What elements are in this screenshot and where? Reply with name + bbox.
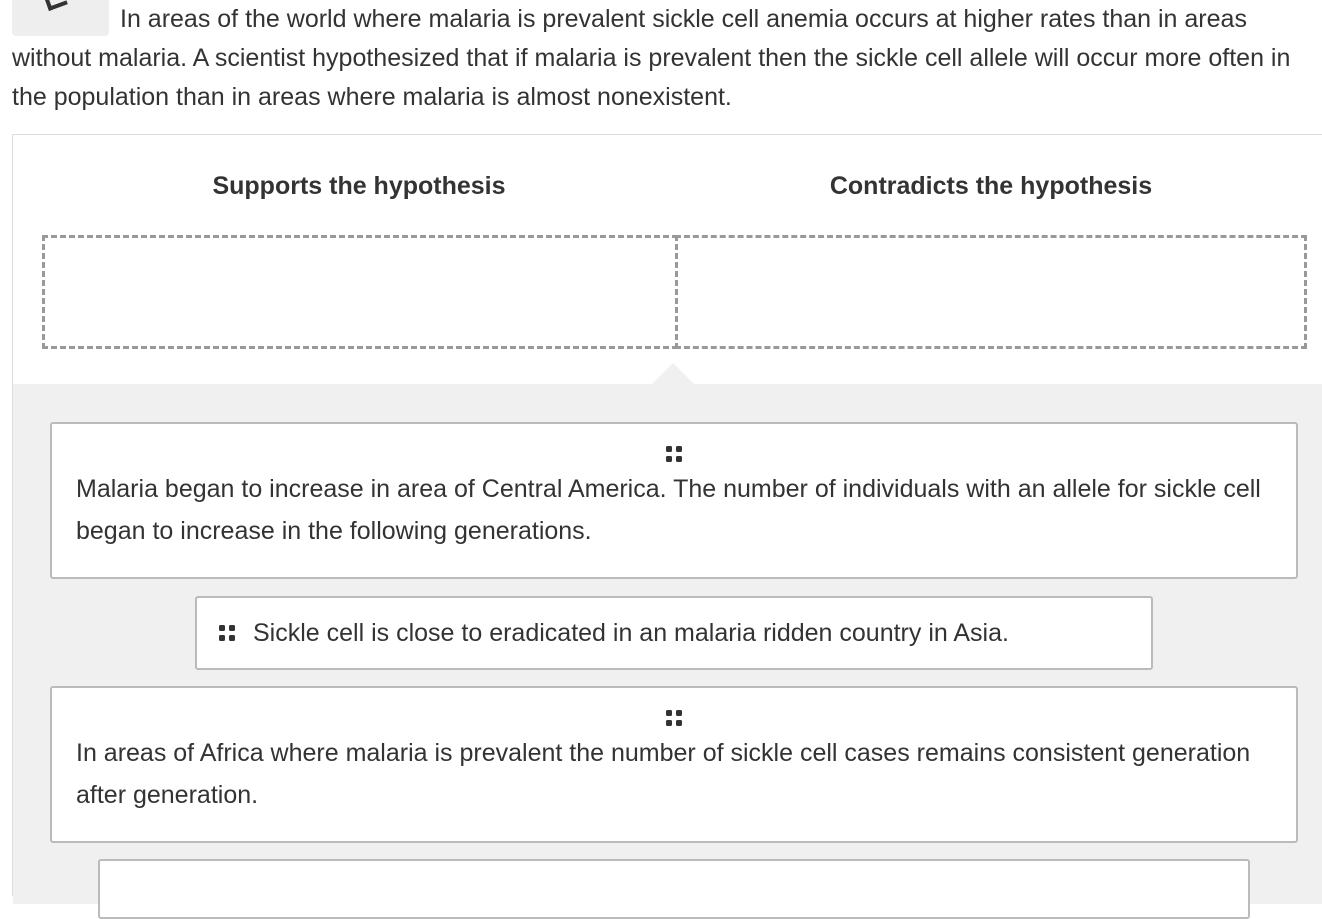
card-text: Sickle cell is close to eradicated in an malaria ridden country in Asia. <box>253 619 1009 647</box>
card-text: In areas of Africa where malaria is prevalent the number of sickle cell cases remains consistent generation after generation. <box>76 739 1251 809</box>
categorize-widget <box>12 134 1322 896</box>
category-title-contradicts: Contradicts the hypothesis <box>829 172 1153 200</box>
category-header <box>13 135 1322 383</box>
draggable-card[interactable] <box>50 422 1298 579</box>
drop-zone-supports[interactable] <box>42 235 678 349</box>
drag-grip-icon[interactable] <box>219 625 235 641</box>
bank-pointer <box>651 363 695 385</box>
question-prompt: In areas of the world where malaria is prevalent sickle cell anemia occurs at higher rates than in areas without malaria. A scientist hypothesized that if malaria is prevalent then the sickle cell allele will occur more often in the population than in areas where malaria is almost nonexistent. <box>12 5 1291 111</box>
drag-grip-icon[interactable] <box>666 446 682 462</box>
card-text: Malaria began to increase in area of Central America. The number of individuals with an allele for sickle cell began to increase in the following generations. <box>76 475 1261 545</box>
drop-zone-contradicts[interactable] <box>675 235 1307 349</box>
card-bank <box>13 384 1322 904</box>
draggable-card[interactable] <box>195 596 1153 670</box>
draggable-card[interactable] <box>50 686 1298 843</box>
drag-grip-icon[interactable] <box>666 710 682 726</box>
category-title-supports: Supports the hypothesis <box>212 172 506 200</box>
draggable-card[interactable] <box>98 859 1250 919</box>
